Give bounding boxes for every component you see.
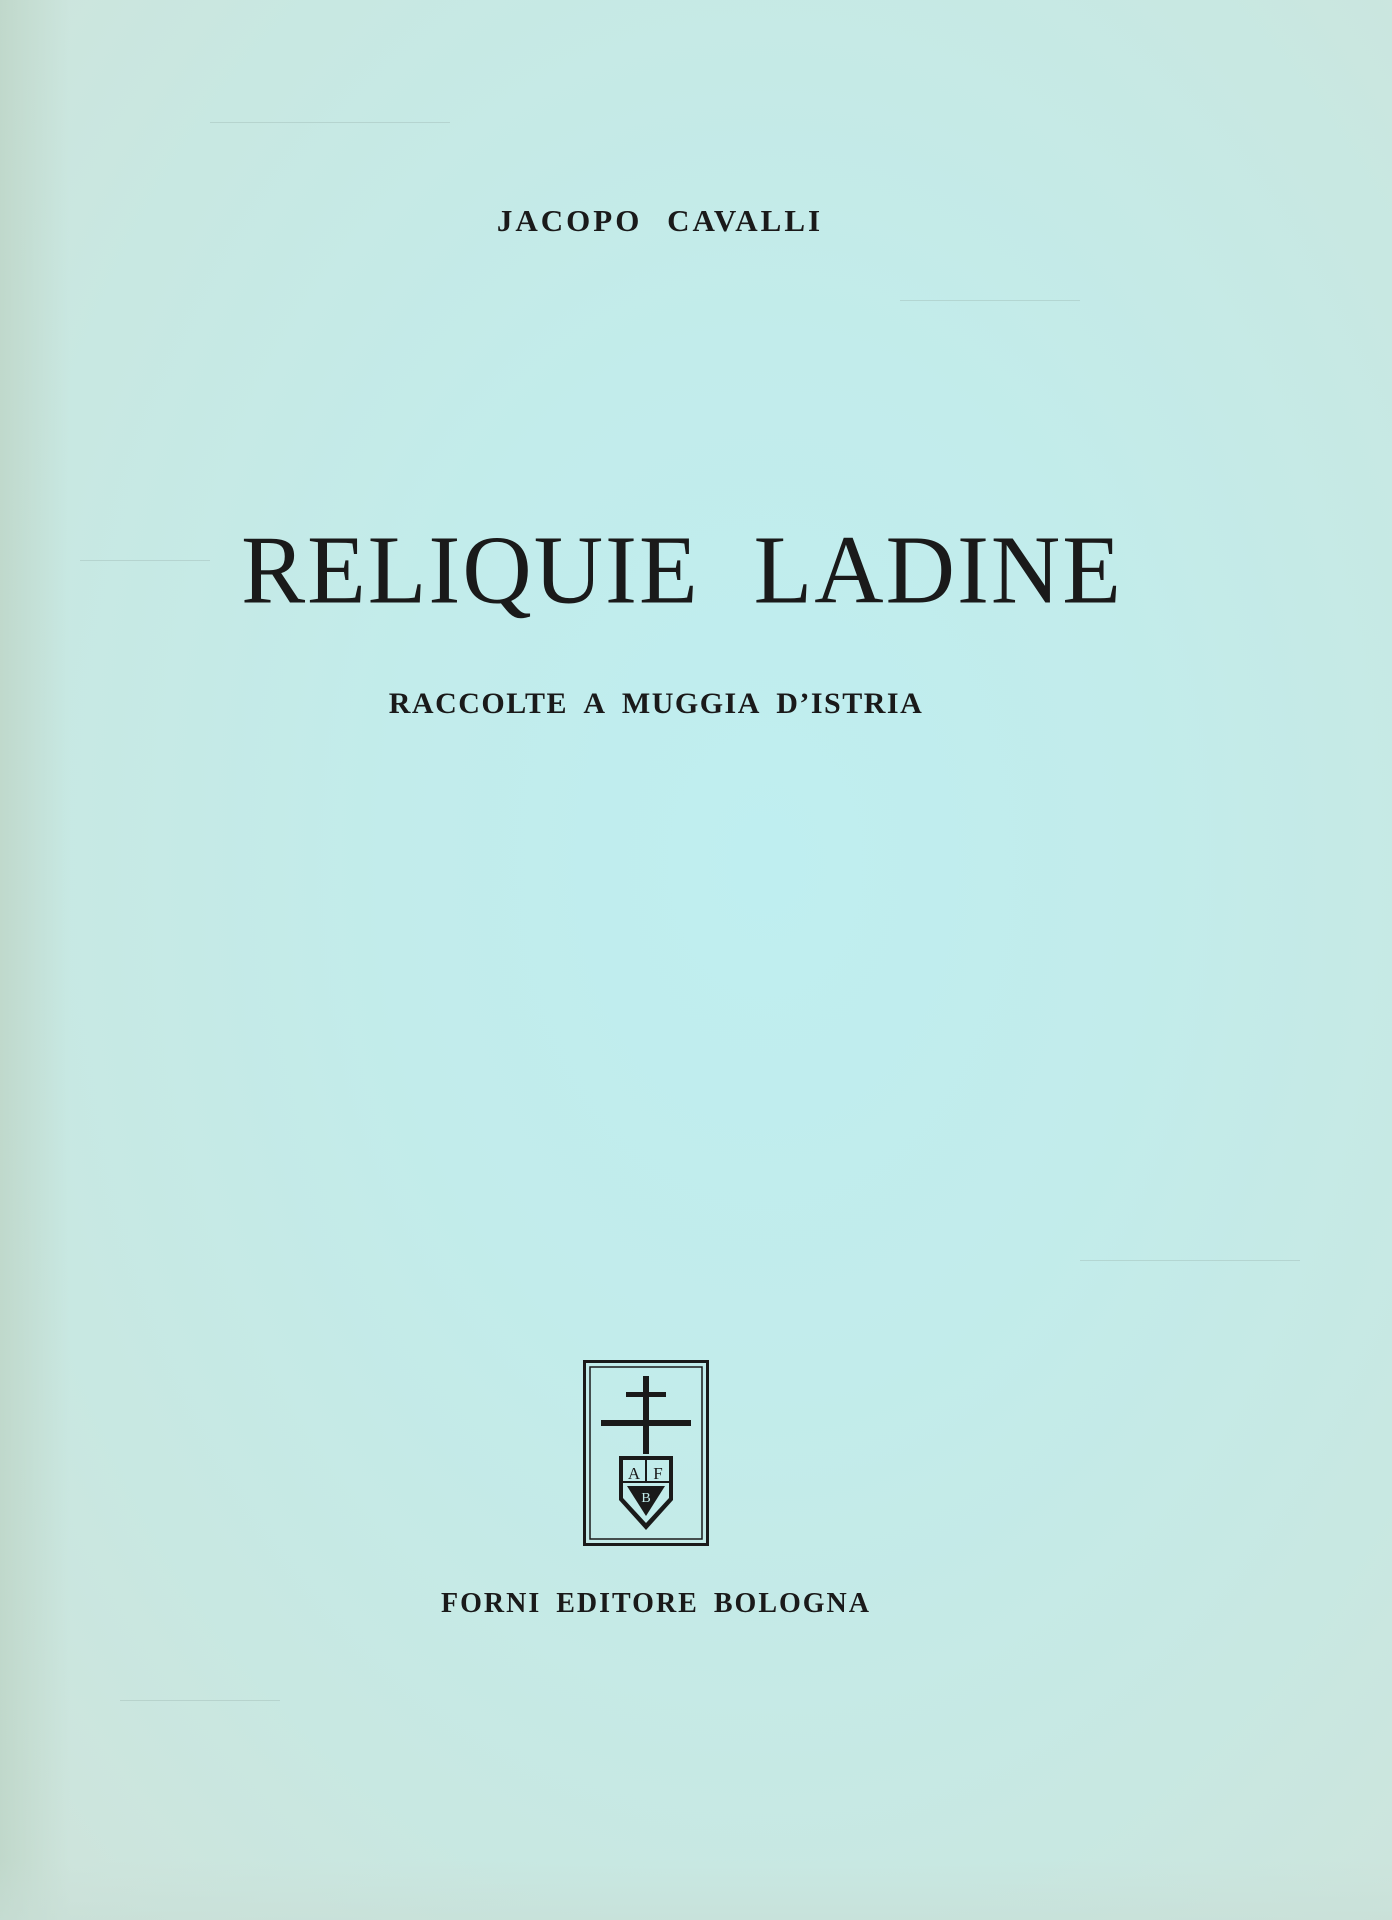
author-name: JACOPO CAVALLI — [496, 203, 824, 238]
paper-scuff — [120, 1700, 280, 1701]
mark-letter: F — [653, 1464, 663, 1483]
paper-scuff — [210, 122, 450, 123]
paper-edge-shadow — [0, 0, 70, 1920]
paper-scuff — [900, 300, 1080, 301]
mark-letter: A — [627, 1464, 641, 1483]
paper-scuff — [1080, 1260, 1300, 1261]
mark-letter: B — [641, 1491, 651, 1506]
book-title: RELIQUIE LADINE — [241, 514, 1123, 625]
paper-bottom-shadow — [0, 1860, 1392, 1920]
publisher-mark-icon — [583, 1360, 709, 1546]
publisher-name: FORNI EDITORE BOLOGNA — [441, 1588, 871, 1619]
book-subtitle: RACCOLTE A MUGGIA D’ISTRIA — [388, 687, 924, 720]
